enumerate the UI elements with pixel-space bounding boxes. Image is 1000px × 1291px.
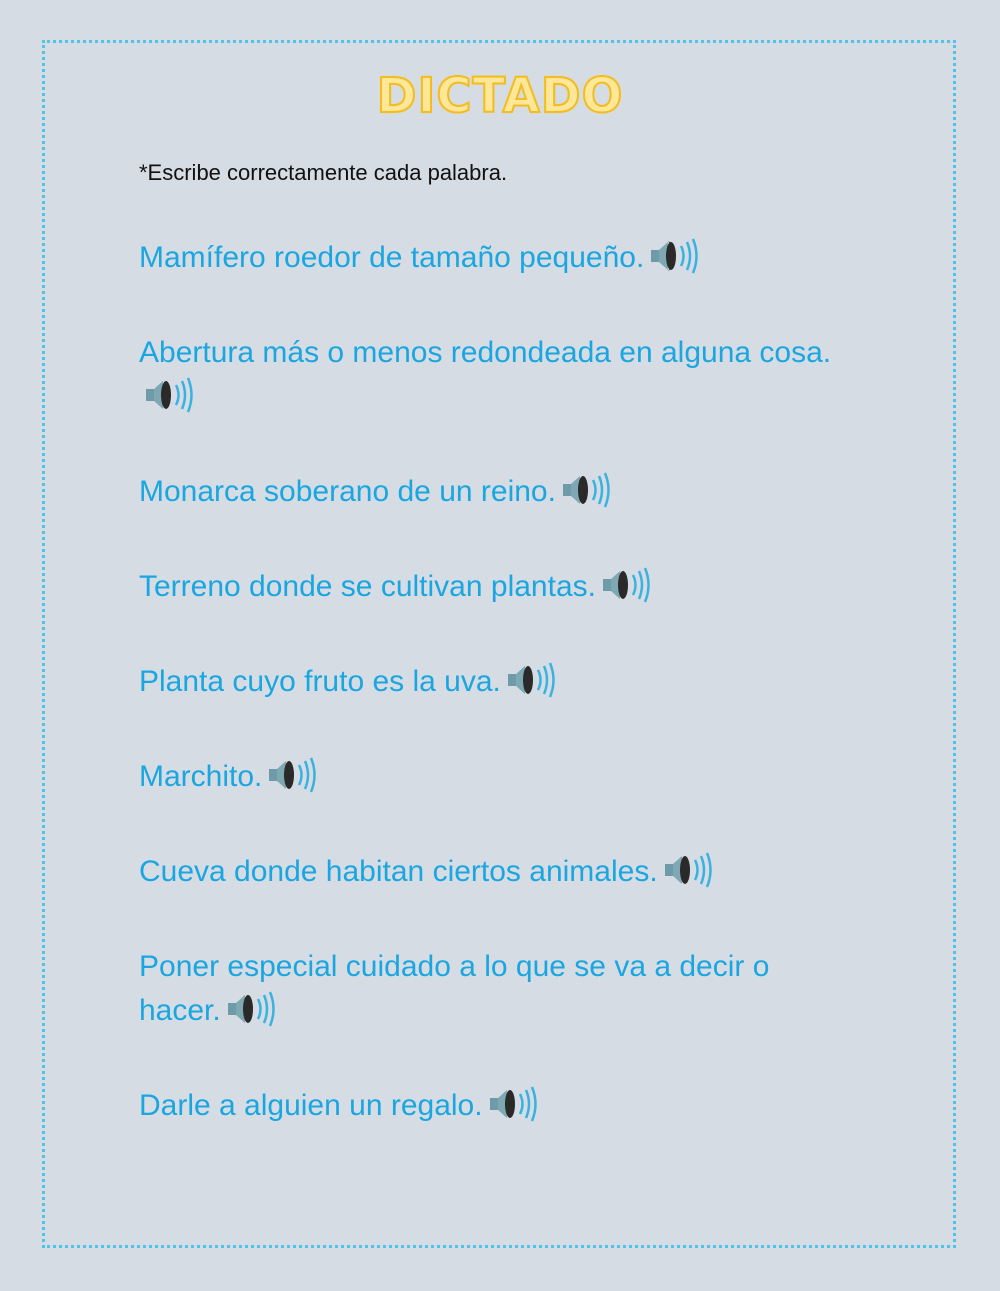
item-text: Monarca soberano de un reino. [139, 475, 556, 508]
speaker-icon[interactable] [143, 375, 195, 415]
item-text: Mamífero roedor de tamaño pequeño. [139, 241, 645, 274]
speaker-icon[interactable] [648, 236, 700, 276]
item-text: Abertura más o menos redondeada en alguna cosa. [139, 336, 832, 369]
dictation-item-3 [139, 470, 839, 514]
dictation-item-2 [139, 331, 839, 419]
page-title: DICTADO [376, 68, 624, 124]
speaker-icon[interactable] [560, 470, 612, 510]
item-text: Marchito. [139, 760, 263, 793]
item-text: Poner especial cuidado a lo que se va a decir o hacer. [139, 950, 770, 1027]
dictation-item-7 [139, 850, 839, 894]
dictation-item-4 [139, 565, 839, 609]
dictation-item-8 [139, 945, 839, 1033]
speaker-icon[interactable] [505, 660, 557, 700]
dictation-item-9 [139, 1084, 839, 1128]
dictation-item-5 [139, 660, 839, 704]
speaker-icon[interactable] [266, 755, 318, 795]
dictation-item-1 [139, 236, 839, 280]
item-text: Darle a alguien un regalo. [139, 1089, 483, 1122]
dictation-item-6 [139, 755, 839, 799]
instruction-text: *Escribe correctamente cada palabra. [139, 160, 508, 185]
item-text: Planta cuyo fruto es la uva. [139, 665, 501, 698]
item-text: Cueva donde habitan ciertos animales. [139, 855, 658, 888]
speaker-icon[interactable] [662, 850, 714, 890]
page-border [42, 40, 956, 1248]
speaker-icon[interactable] [600, 565, 652, 605]
speaker-icon[interactable] [487, 1084, 539, 1124]
item-text: Terreno donde se cultivan plantas. [139, 570, 596, 603]
speaker-icon[interactable] [225, 989, 277, 1029]
